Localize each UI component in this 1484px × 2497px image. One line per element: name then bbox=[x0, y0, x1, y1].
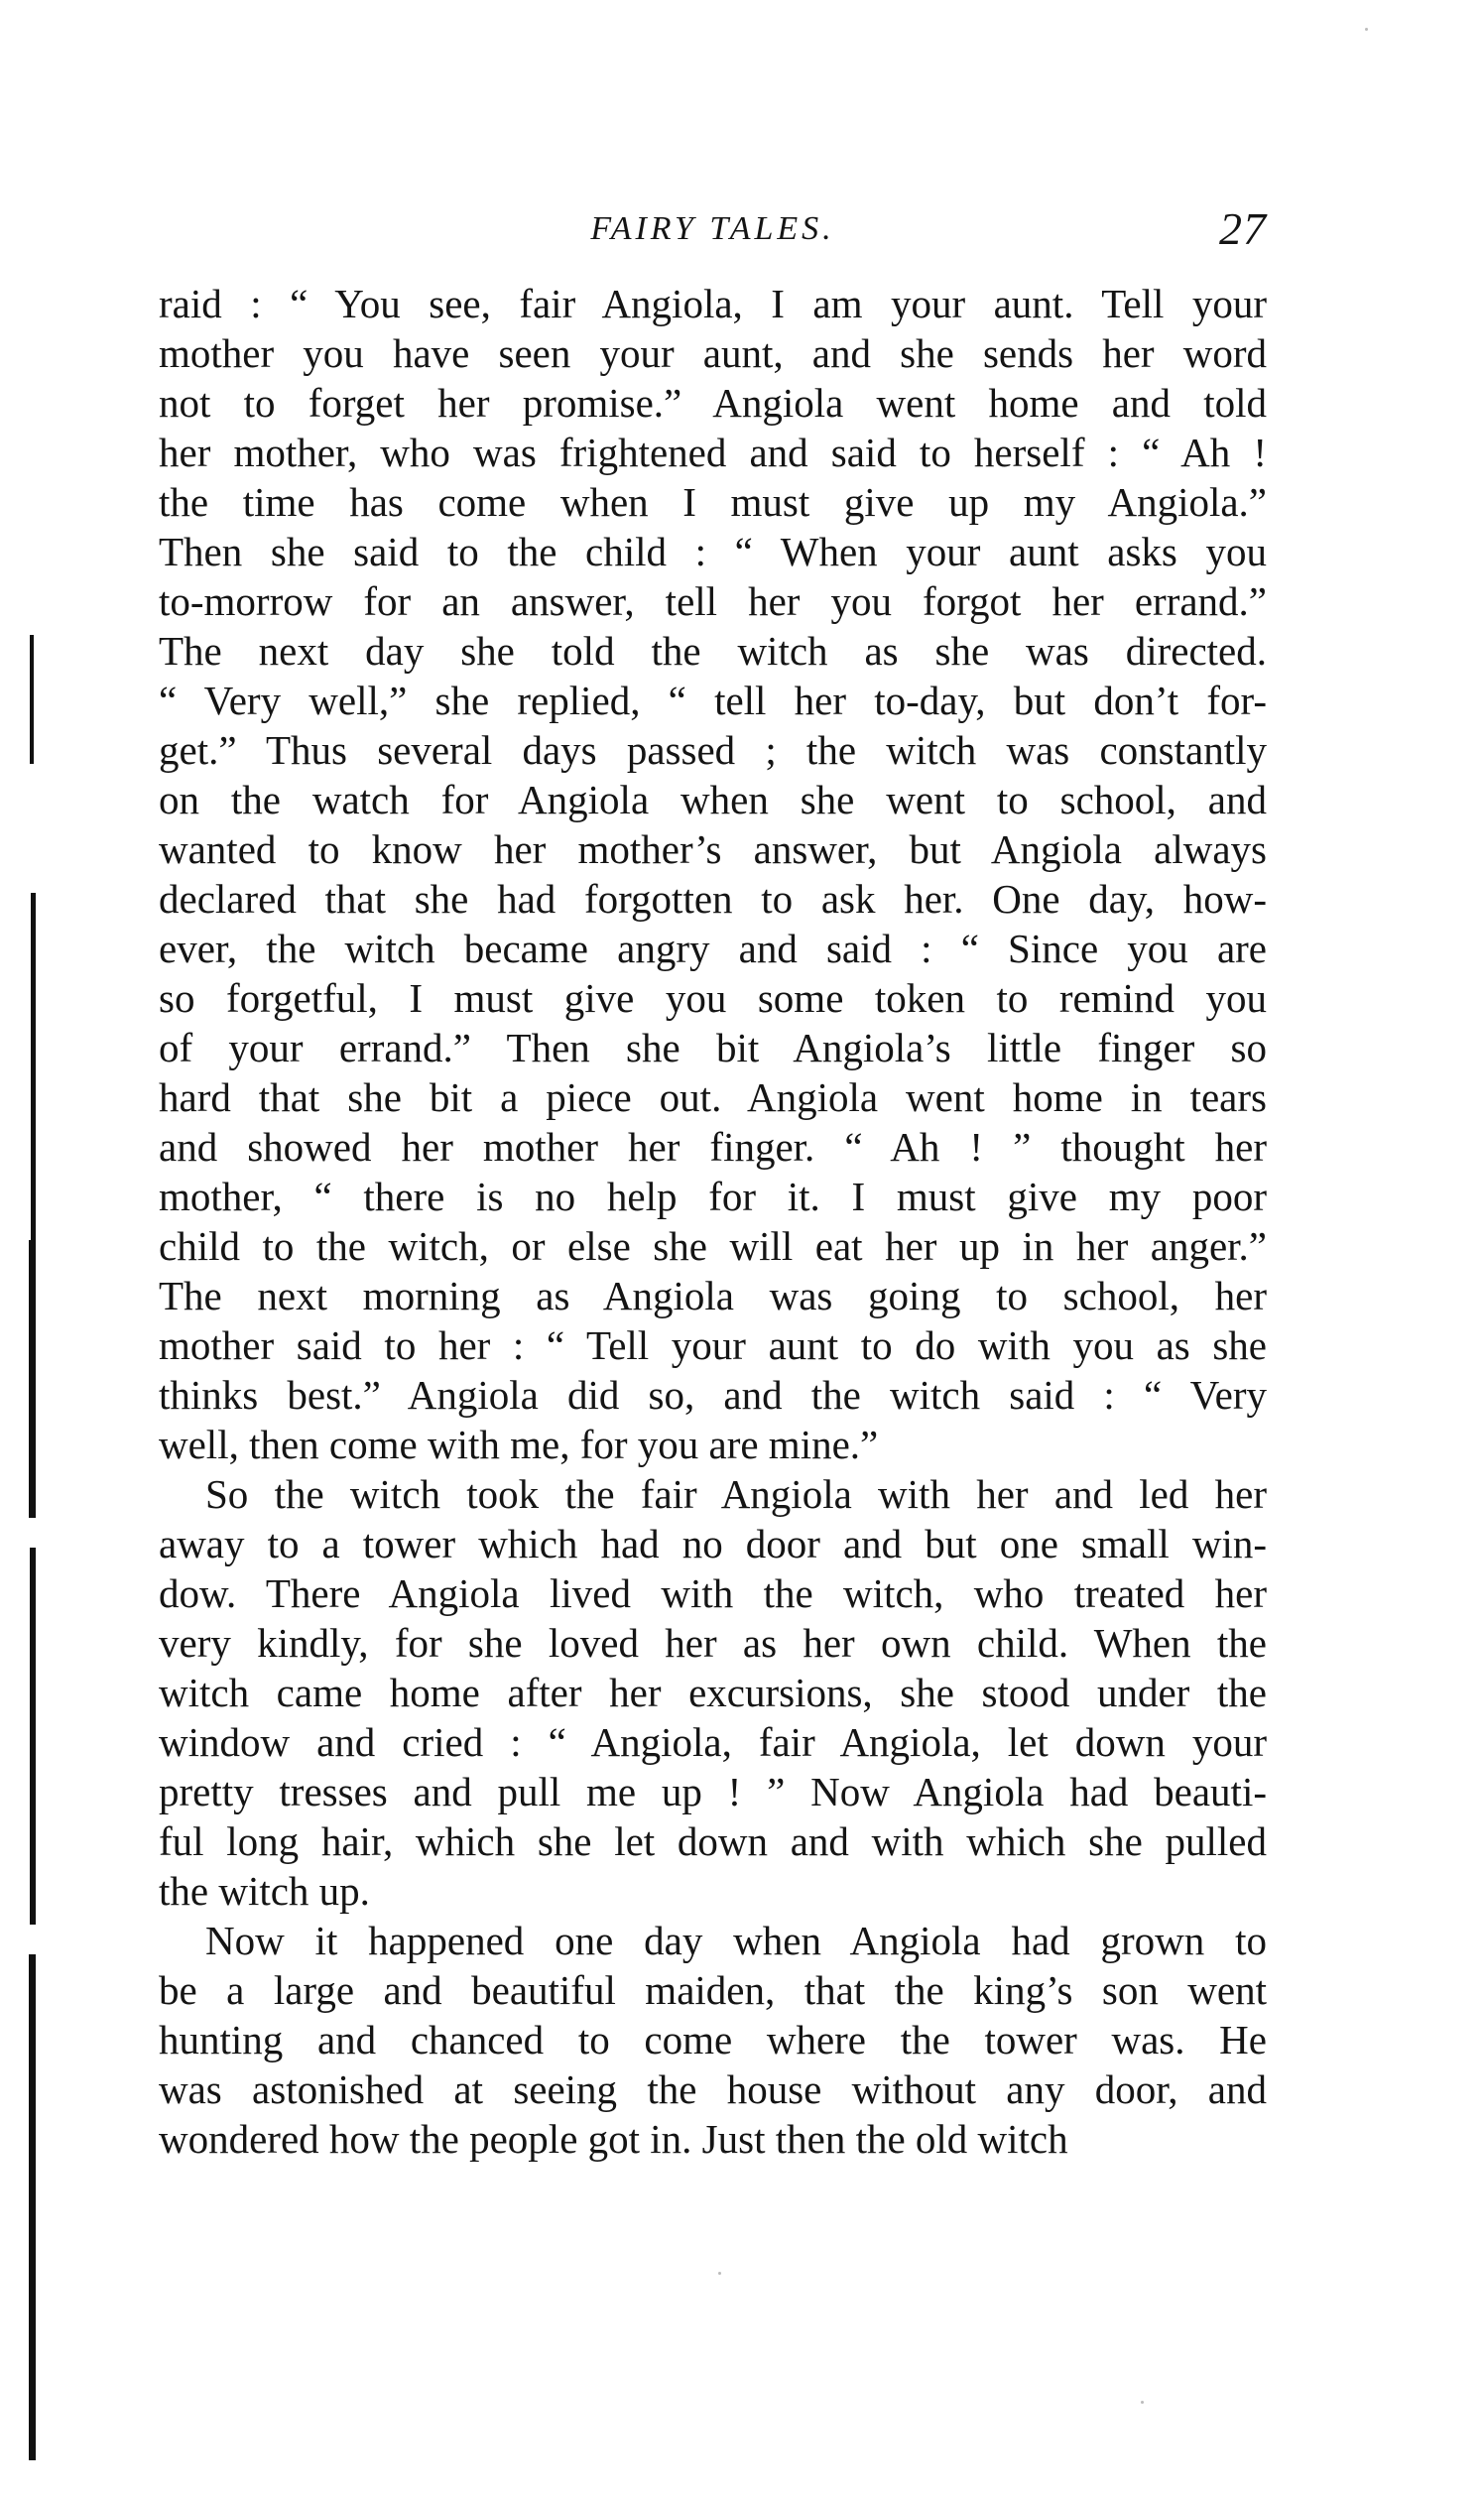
text-line: her mother, who was frightened and said to herself : “ Ah ! bbox=[159, 430, 1267, 475]
running-title: FAIRY TALES. bbox=[590, 210, 835, 247]
text-line: ever, the witch became angry and said : “ Since you are bbox=[159, 926, 1267, 971]
text-line: “ Very well,” she replied, “ tell her to-day, but don’t for- bbox=[159, 678, 1267, 723]
text-line: to-morrow for an answer, tell her you forgot her errand.” bbox=[159, 578, 1267, 624]
paragraph bbox=[159, 279, 1267, 1469]
text-line: wondered how the people got in. Just then the old witch bbox=[159, 2116, 1068, 2162]
text-line: mother, “ there is no help for it. I must give my poor bbox=[159, 1174, 1267, 1219]
text-line: dow. There Angiola lived with the witch, who treated her bbox=[159, 1570, 1267, 1616]
text-line: away to a tower which had no door and but one small win- bbox=[159, 1521, 1267, 1566]
text-line: raid : “ You see, fair Angiola, I am your aunt. Tell your bbox=[159, 281, 1267, 326]
text-line: mother you have seen your aunt, and she sends her word bbox=[159, 330, 1267, 376]
text-line: witch came home after her excursions, she stood under the bbox=[159, 1670, 1267, 1715]
text-line: pretty tresses and pull me up ! ” Now Angiola had beauti- bbox=[159, 1769, 1267, 1814]
text-line: was astonished at seeing the house without any door, and bbox=[159, 2066, 1267, 2112]
text-line: not to forget her promise.” Angiola went home and told bbox=[159, 380, 1267, 426]
text-line: declared that she had forgotten to ask her. One day, how- bbox=[159, 876, 1267, 922]
text-line: the time has come when I must give up my Angiola.” bbox=[159, 479, 1267, 525]
running-head bbox=[159, 202, 1267, 262]
text-line: thinks best.” Angiola did so, and the witch said : “ Very bbox=[159, 1372, 1267, 1418]
gutter-shadow-mark bbox=[30, 635, 34, 764]
text-line: mother said to her : “ Tell your aunt to do with you as she bbox=[159, 1322, 1267, 1368]
body-text bbox=[159, 279, 1267, 2164]
text-line: very kindly, for she loved her as her own child. When the bbox=[159, 1620, 1267, 1666]
text-line: and showed her mother her finger. “ Ah ! ” thought her bbox=[159, 1124, 1267, 1170]
scan-speck bbox=[1141, 2401, 1144, 2404]
text-line: ful long hair, which she let down and with which she pulled bbox=[159, 1818, 1267, 1864]
scan-speck bbox=[718, 2272, 721, 2275]
text-line: The next morning as Angiola was going to school, her bbox=[159, 1273, 1267, 1318]
text-line: be a large and beautiful maiden, that the king’s son went bbox=[159, 1967, 1267, 2013]
text-line: child to the witch, or else she will eat her up in her anger.” bbox=[159, 1223, 1267, 1269]
text-line: on the watch for Angiola when she went to school, and bbox=[159, 777, 1267, 822]
text-line: Now it happened one day when Angiola had grown to bbox=[205, 1918, 1267, 1963]
text-line: get.” Thus several days passed ; the witch was constantly bbox=[159, 727, 1267, 773]
text-line: so forgetful, I must give you some token to remind you bbox=[159, 975, 1267, 1021]
page-number: 27 bbox=[1219, 203, 1267, 254]
gutter-shadow-mark bbox=[30, 1548, 36, 1925]
scan-speck bbox=[1365, 28, 1368, 31]
text-line: Then she said to the child : “ When your aunt asks you bbox=[159, 529, 1267, 574]
text-line: So the witch took the fair Angiola with her and led her bbox=[205, 1471, 1267, 1517]
text-line: wanted to know her mother’s answer, but Angiola always bbox=[159, 826, 1267, 872]
text-line: well, then come with me, for you are mine.” bbox=[159, 1422, 879, 1467]
text-line: hard that she bit a piece out. Angiola went home in tears bbox=[159, 1074, 1267, 1120]
text-line: The next day she told the witch as she was directed. bbox=[159, 628, 1267, 674]
paragraph bbox=[159, 1469, 1267, 1916]
paragraph bbox=[159, 1916, 1267, 2164]
text-line: window and cried : “ Angiola, fair Angiola, let down your bbox=[159, 1719, 1267, 1765]
text-line: hunting and chanced to come where the tower was. He bbox=[159, 2017, 1267, 2062]
text-line: the witch up. bbox=[159, 1868, 370, 1914]
text-line: of your errand.” Then she bit Angiola’s little finger so bbox=[159, 1025, 1267, 1070]
gutter-shadow-mark bbox=[29, 1954, 36, 2460]
gutter-shadow-mark bbox=[29, 1240, 36, 1518]
scan-gutter-edge bbox=[0, 0, 40, 2497]
